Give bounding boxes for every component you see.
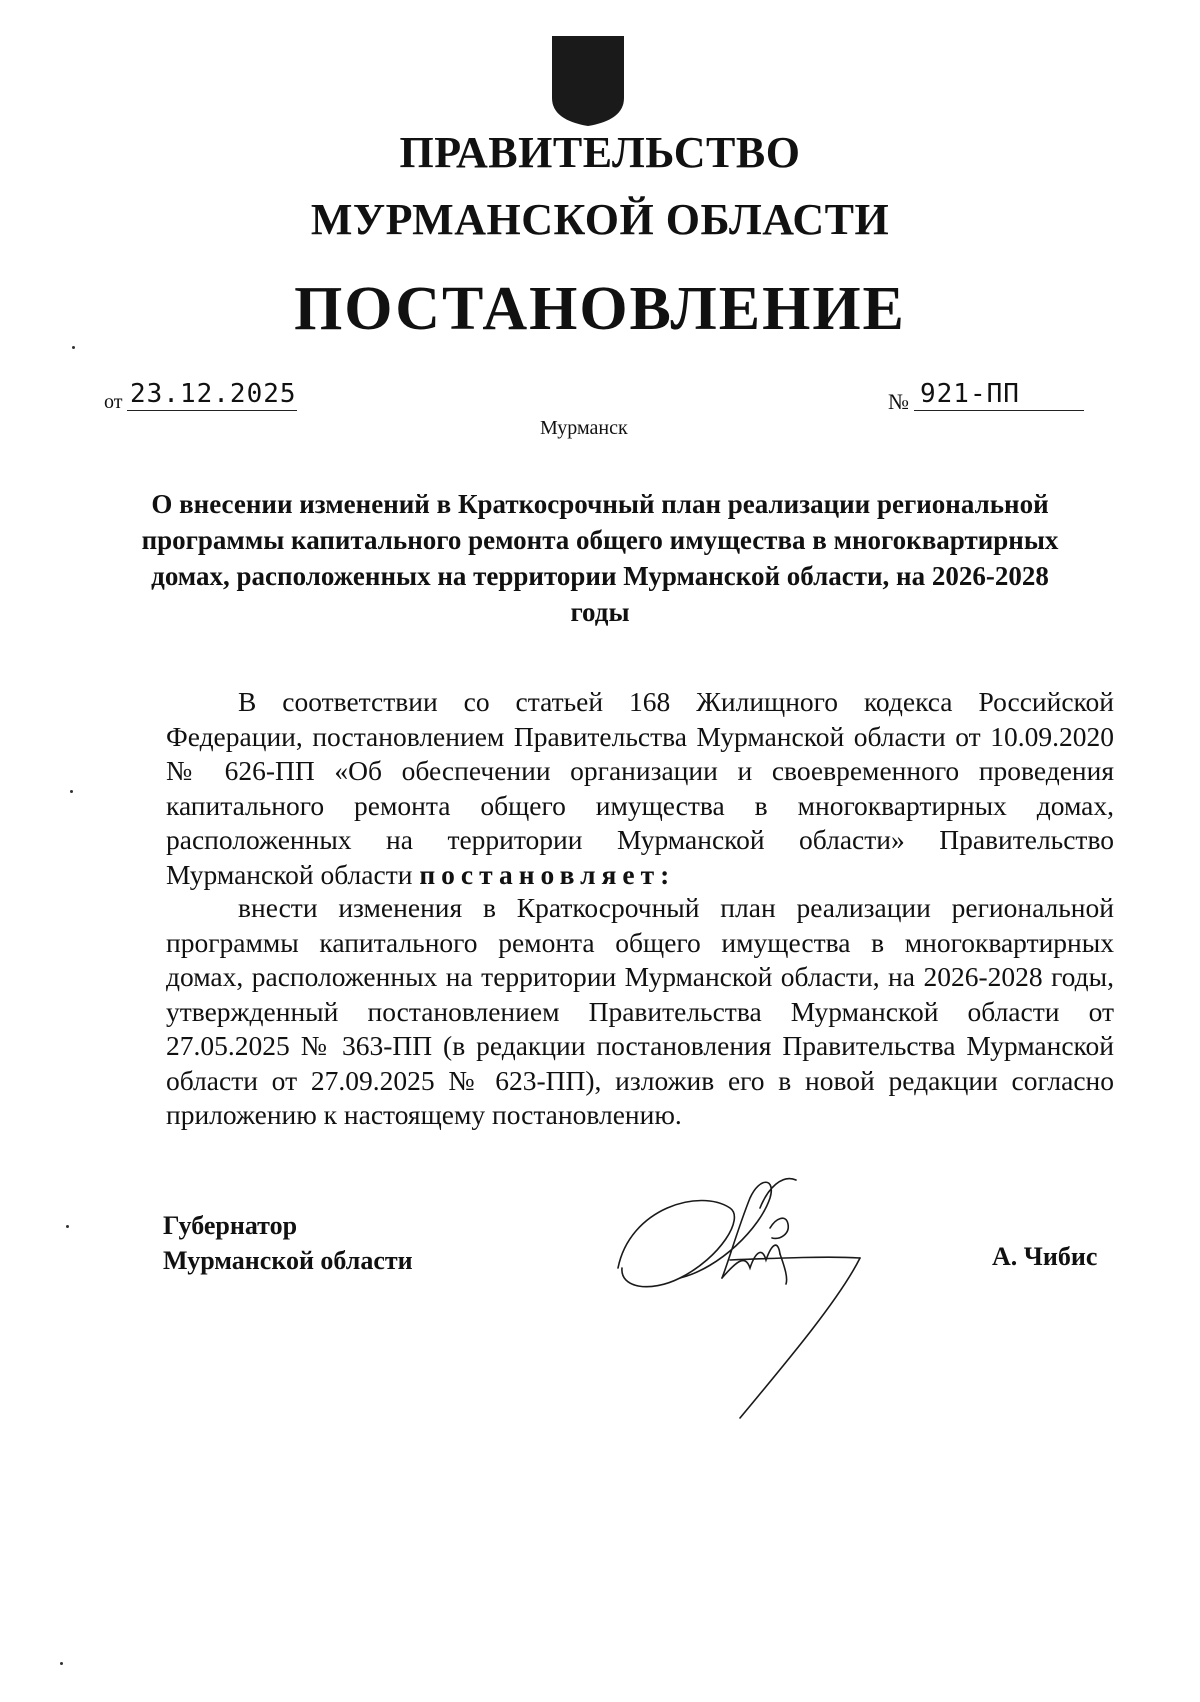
document-title: О внесении изменений в Краткосрочный план реализации региональной программы капитального ремонта общего имущества в многоквартирных домах, расположенных на территории Мурманской области, на 2026-2028 годы [141,489,1059,627]
organization-name-line1: ПРАВИТЕЛЬСТВО [399,128,801,177]
document-number: 921-ПП [920,379,1020,409]
scan-speck [70,790,73,793]
date-prefix: от [104,391,123,413]
signatory-position-line2: Мурманской области [163,1246,413,1275]
organization-name-line2: МУРМАНСКОЙ ОБЛАСТИ [310,195,890,244]
signatory-position [163,1208,413,1278]
operative-paragraph: внести изменения в Краткосрочный план реализации региональной программы капитального ремонта общего имущества в многоквартирных домах, расположенных на территории Мурманской области, на 2026-2028 годы, утвержденный постановлением Правительства Мурманской области от 27.05.2025 № 363-ПП (в редакции постановления Правительства Мурманской области от 27.09.2025 № 623-ПП), изложив его в новой редакции согласно приложению к настоящему постановлению. [166,892,1114,1130]
scan-speck [72,346,75,349]
decree-word: постановляет: [419,858,676,890]
preamble-text: В соответствии со статьей 168 Жилищного кодекса Российской Федерации, постановлением Правительства Мурманской области от 10.09.2020 № 626-ПП «Об обеспечении организации и своевременного проведения капитального ремонта общего имущества в многоквартирных домах, расположенных на территории Мурманской области» Правительство Мурманской области [166,686,1114,890]
document-date: 23.12.2025 [130,379,297,409]
signatory-name: А. Чибис [992,1242,1098,1271]
handwritten-signature [610,1168,890,1428]
city-name: Мурманск [540,417,628,439]
preamble-paragraph [166,685,1114,892]
date-underline [127,410,297,411]
number-underline [914,410,1084,411]
emblem-shield-icon [548,34,628,128]
document-type: ПОСТАНОВЛЕНИЕ [294,275,906,343]
scan-speck [60,1662,63,1665]
number-prefix: № [888,389,909,414]
signatory-position-line1: Губернатор [163,1211,298,1240]
scan-speck [66,1225,69,1228]
